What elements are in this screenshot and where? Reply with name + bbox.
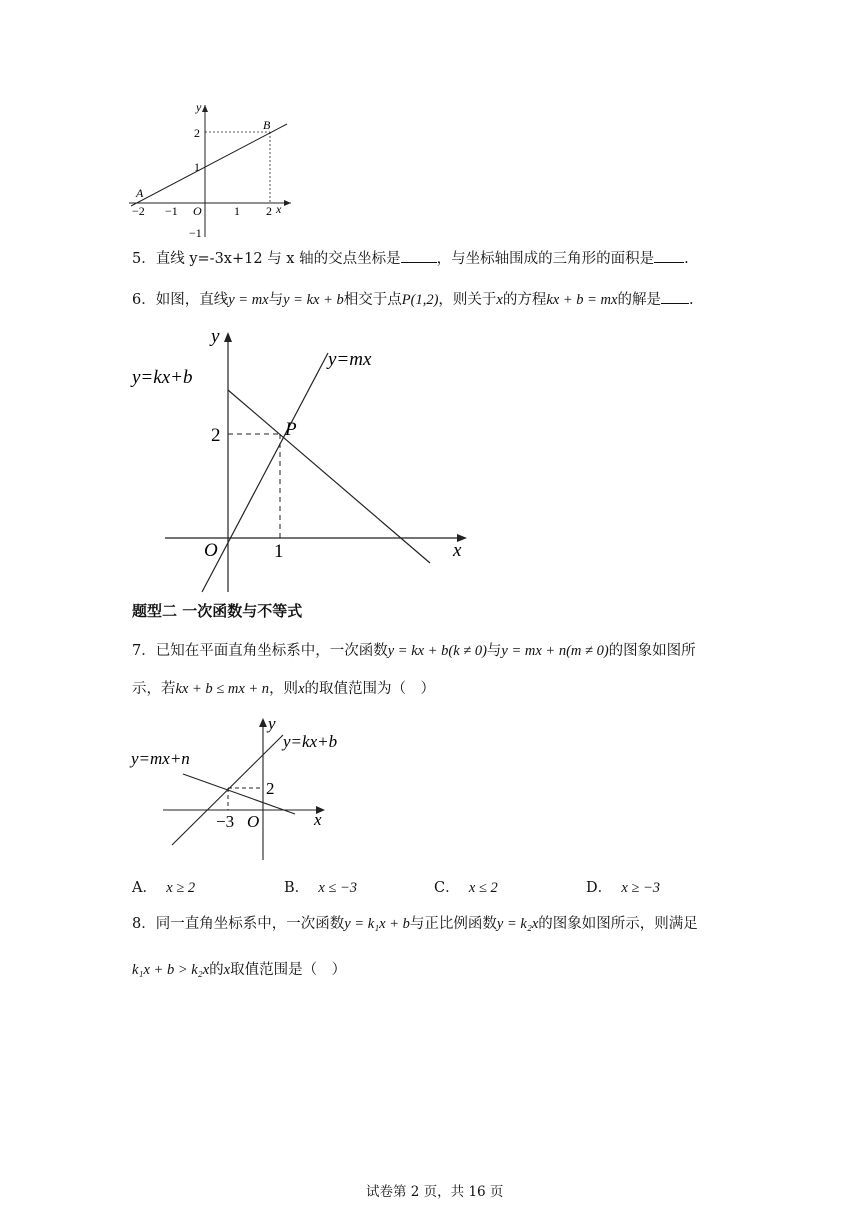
q8-line1-text-1: 同一直角坐标系中，一次函数 xyxy=(155,916,345,932)
q6-math-2: y = kx + b xyxy=(283,292,344,308)
q6-text-end: . xyxy=(688,292,694,308)
question-8-line-2 xyxy=(132,960,346,980)
figure-1-graph xyxy=(125,95,295,240)
fig3-y-label: y xyxy=(268,714,276,733)
fig3-x-label: x xyxy=(314,810,322,829)
q7-line1-text-3: 的图象如图所 xyxy=(608,643,696,659)
fig2-y-tick-2: 2 xyxy=(211,425,221,446)
q7-line2-text-2: ，则 xyxy=(269,681,299,697)
question-7-line-1 xyxy=(132,641,696,661)
q7-option-a-letter: A． xyxy=(132,880,157,896)
q5-number: 5． xyxy=(132,251,156,267)
question-7-line-2 xyxy=(132,679,435,699)
q6-text-4: ，则关于 xyxy=(438,292,497,308)
q7-number: 7． xyxy=(132,643,156,659)
q7-line1-text-1: 已知在平面直角坐标系中，一次函数 xyxy=(155,643,388,659)
q6-math-4: x xyxy=(496,292,503,308)
q6-answer-blank xyxy=(661,289,689,304)
page-footer: 试卷第 2 页，共 16 页 xyxy=(366,1184,504,1200)
fig2-y-label: y xyxy=(211,326,220,347)
q8-line2-math-2: x xyxy=(223,962,231,978)
fig1-x-tick-neg1: −1 xyxy=(165,204,178,218)
fig1-x-tick-2: 2 xyxy=(266,204,272,218)
q7-line1-text-2: 与 xyxy=(486,643,502,659)
q6-text-1: 如图，直线 xyxy=(155,292,229,308)
q8-line1-math-1: y = k₁x + b xyxy=(344,916,410,932)
q5-text-before: 直线 y=-3x+12 与 x 轴的交点坐标是 xyxy=(155,251,401,267)
fig1-point-a: A xyxy=(136,186,144,200)
question-6 xyxy=(132,289,694,310)
q8-number: 8． xyxy=(132,916,156,932)
q7-line2-text-3: 的取值范围为（ ） xyxy=(304,681,435,697)
q5-answer-blank-2 xyxy=(654,248,684,263)
q5-text-end: . xyxy=(684,251,689,267)
q8-line2-text-2: 取值范围是（ ） xyxy=(230,962,347,978)
fig1-x-tick-1: 1 xyxy=(234,204,240,218)
q6-number: 6． xyxy=(132,292,156,308)
q7-option-c-value: x ≤ 2 xyxy=(468,880,498,896)
fig1-point-b: B xyxy=(263,118,271,132)
fig1-y-label: y xyxy=(196,100,202,114)
fig2-line-kxb-label: y=kx+b xyxy=(132,367,193,388)
q7-option-b[interactable] xyxy=(284,876,357,897)
fig2-origin: O xyxy=(204,540,218,561)
q7-option-c[interactable] xyxy=(434,876,498,897)
q6-text-5: 的方程 xyxy=(502,292,547,308)
fig2-line-mx-label: y=mx xyxy=(328,349,372,370)
q6-text-2: 与 xyxy=(268,292,284,308)
q8-line1-text-3: 的图象如图所示，则满足 xyxy=(538,916,698,932)
fig3-origin: O xyxy=(247,812,260,831)
q7-line1-math-2: y = mx + n(m ≠ 0) xyxy=(501,643,609,659)
fig1-origin: O xyxy=(193,204,202,218)
q7-line2-math-1: kx + b ≤ mx + n xyxy=(175,681,270,697)
q6-math-1: y = mx xyxy=(228,292,269,308)
q7-option-d-value: x ≥ −3 xyxy=(621,880,661,896)
q6-text-3: 相交于点 xyxy=(343,292,402,308)
q5-answer-blank-1 xyxy=(401,248,437,263)
fig3-y-tick-2: 2 xyxy=(266,779,275,798)
q7-option-d-letter: D． xyxy=(586,880,613,896)
q6-text-6: 的解是 xyxy=(617,292,661,308)
figure-2-graph xyxy=(125,320,475,595)
q6-math-5: kx + b = mx xyxy=(546,292,618,308)
fig2-point-p: P xyxy=(285,419,297,440)
q8-line2-text-1: 的 xyxy=(209,962,224,978)
q8-line1-math-2: y = k₂x xyxy=(496,916,539,932)
q7-option-a[interactable] xyxy=(132,876,195,897)
q7-option-c-letter: C． xyxy=(434,880,460,896)
fig3-line-kxb-label: y=kx+b xyxy=(283,732,338,751)
fig1-y-tick-neg1: −1 xyxy=(189,226,202,240)
fig3-line-mxn-label: y=mx+n xyxy=(131,749,190,768)
fig1-x-tick-neg2: −2 xyxy=(132,204,145,218)
fig1-x-label: x xyxy=(276,202,282,216)
q7-line2-text-1: 示，若 xyxy=(132,681,176,697)
figure-3-graph xyxy=(125,712,340,864)
fig2-x-tick-1: 1 xyxy=(274,541,284,562)
q5-text-middle: ，与坐标轴围成的三角形的面积是 xyxy=(436,251,655,267)
q7-option-a-value: x ≥ 2 xyxy=(166,880,196,896)
q7-line1-math-1: y = kx + b(k ≠ 0) xyxy=(387,643,487,659)
q7-line2-math-2: x xyxy=(298,681,305,697)
q7-option-b-letter: B． xyxy=(284,880,310,896)
section-2-title: 题型二 一次函数与不等式 xyxy=(132,602,303,620)
fig3-x-tick-neg3: −3 xyxy=(216,812,235,831)
fig2-x-label: x xyxy=(453,540,462,561)
question-8-line-1 xyxy=(132,914,698,934)
q6-math-3: P(1,2) xyxy=(401,292,439,308)
fig1-y-tick-2: 2 xyxy=(194,126,200,140)
q8-line2-math-1: k₁x + b > k₂x xyxy=(132,962,210,978)
q7-option-d[interactable] xyxy=(586,876,660,897)
question-5 xyxy=(132,248,689,269)
fig1-y-tick-1: 1 xyxy=(194,160,200,174)
q8-line1-text-2: 与正比例函数 xyxy=(409,916,497,932)
q7-option-b-value: x ≤ −3 xyxy=(318,880,358,896)
